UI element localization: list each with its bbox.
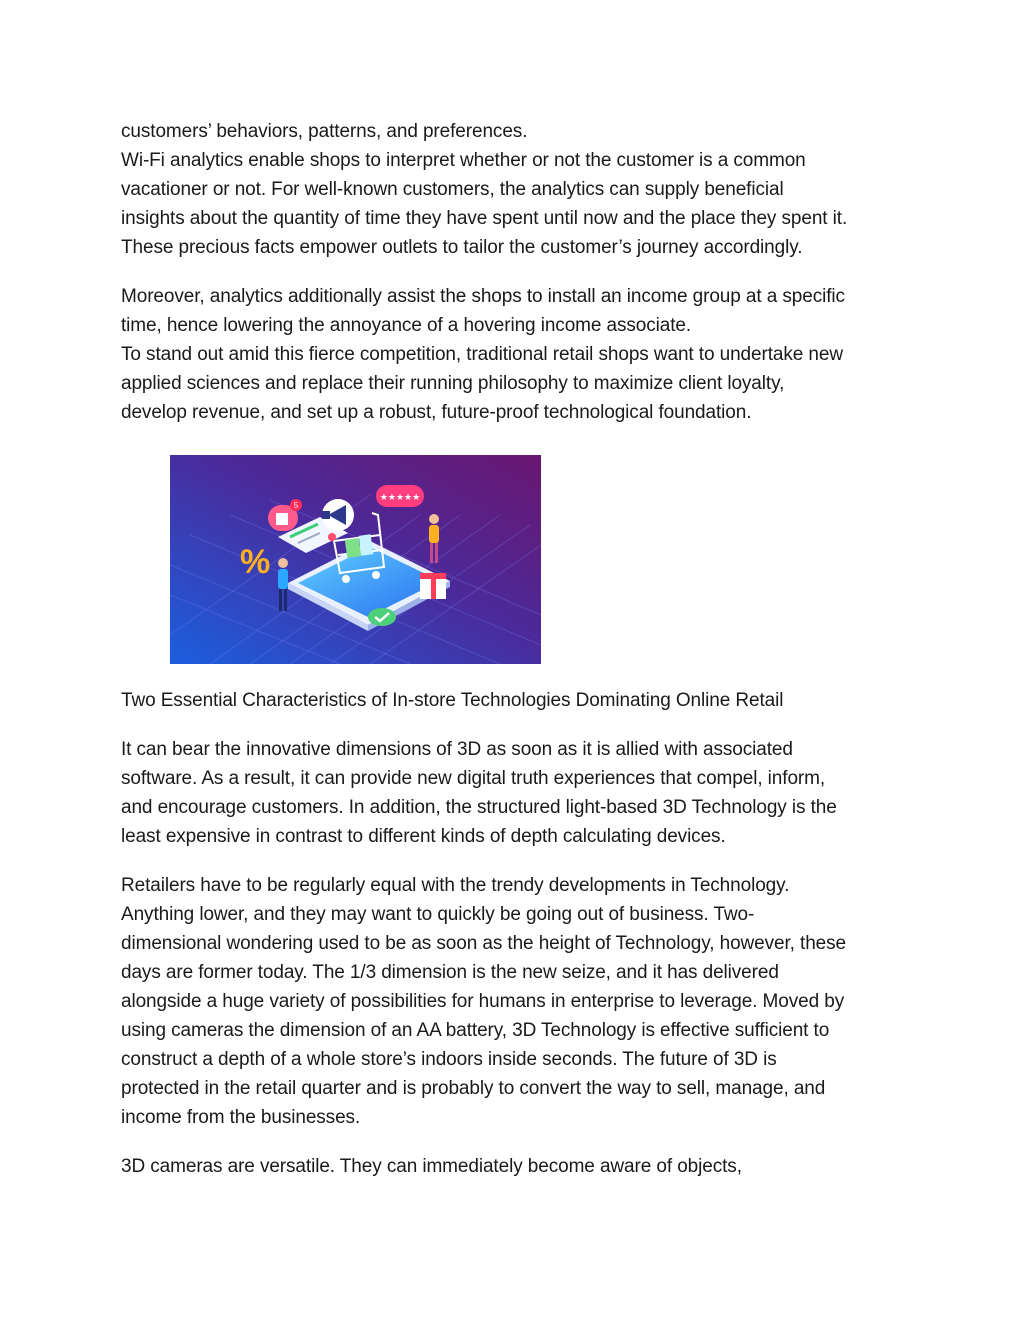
product-box-icon: [345, 538, 361, 558]
text-line: income from the businesses.: [121, 1107, 361, 1128]
megaphone-icon: [322, 499, 354, 531]
text-line: Retailers have to be regularly equal with the trendy developments in Technology.: [121, 875, 790, 896]
paragraph-3d-software: [121, 735, 911, 851]
text-line: dimensional wondering used to be as soon as the height of Technology, however, these: [121, 933, 847, 954]
text-line: insights about the quantity of time they have spent until now and the place they spent it.: [121, 208, 848, 229]
paragraph-retailers-technology: [121, 871, 911, 1132]
text-line: using cameras the dimension of an AA battery, 3D Technology is effective sufficient to: [121, 1020, 830, 1041]
text-line: These precious facts empower outlets to tailor the customer’s journey accordingly.: [121, 237, 803, 258]
gift-box-icon: [420, 573, 446, 599]
text-line: Moreover, analytics additionally assist the shops to install an income group at a specific: [121, 286, 845, 307]
percent-icon: %: [240, 543, 271, 581]
check-badge-icon: [368, 608, 396, 626]
text-line: develop revenue, and set up a robust, future-proof technological foundation.: [121, 402, 752, 423]
text-line: time, hence lowering the annoyance of a hovering income associate.: [121, 315, 692, 336]
text-line: and encourage customers. In addition, the structured light-based 3D Technology is the: [121, 797, 837, 818]
text-line: applied sciences and replace their running philosophy to maximize client loyalty,: [121, 373, 785, 394]
text-line: customers’ behaviors, patterns, and preferences.: [121, 121, 528, 142]
rating-bubble-icon: [376, 485, 424, 507]
paragraph-analytics-competition: [121, 282, 911, 427]
text-line: vacationer or not. For well-known customers, the analytics can supply beneficial: [121, 179, 784, 200]
text-line: Anything lower, and they may want to quickly be going out of business. Two-: [121, 904, 755, 925]
text-line: days are former today. The 1/3 dimension is the new seize, and it has delivered: [121, 962, 779, 983]
text-line: To stand out amid this fierce competition, traditional retail shops want to undertake new: [121, 344, 843, 365]
text-line: It can bear the innovative dimensions of 3D as soon as it is allied with associated: [121, 739, 793, 760]
text-line: least expensive in contrast to different kinds of depth calculating devices.: [121, 826, 726, 847]
section-heading: Two Essential Characteristics of In-store Technologies Dominating Online Retail: [121, 690, 784, 711]
document-page: [121, 117, 911, 1181]
text-line: software. As a result, it can provide new digital truth experiences that compel, inform,: [121, 768, 826, 789]
text-line: construct a depth of a whole store’s indoors inside seconds. The future of 3D is: [121, 1049, 777, 1070]
rating-stars: ★★★★★: [379, 493, 421, 503]
paragraph-wifi-analytics: [121, 117, 911, 262]
text-line: Wi-Fi analytics enable shops to interpret whether or not the customer is a common: [121, 150, 806, 171]
notification-count: 5: [293, 501, 299, 510]
text-line: alongside a huge variety of possibilities for humans in enterprise to leverage. Moved by: [121, 991, 845, 1012]
illustration-svg: [170, 455, 541, 664]
text-line: 3D cameras are versatile. They can immediately become aware of objects,: [121, 1156, 742, 1177]
online-shopping-illustration: [170, 455, 541, 664]
paragraph-3d-cameras: [121, 1152, 911, 1181]
text-line: protected in the retail quarter and is probably to convert the way to sell, manage, and: [121, 1078, 826, 1099]
